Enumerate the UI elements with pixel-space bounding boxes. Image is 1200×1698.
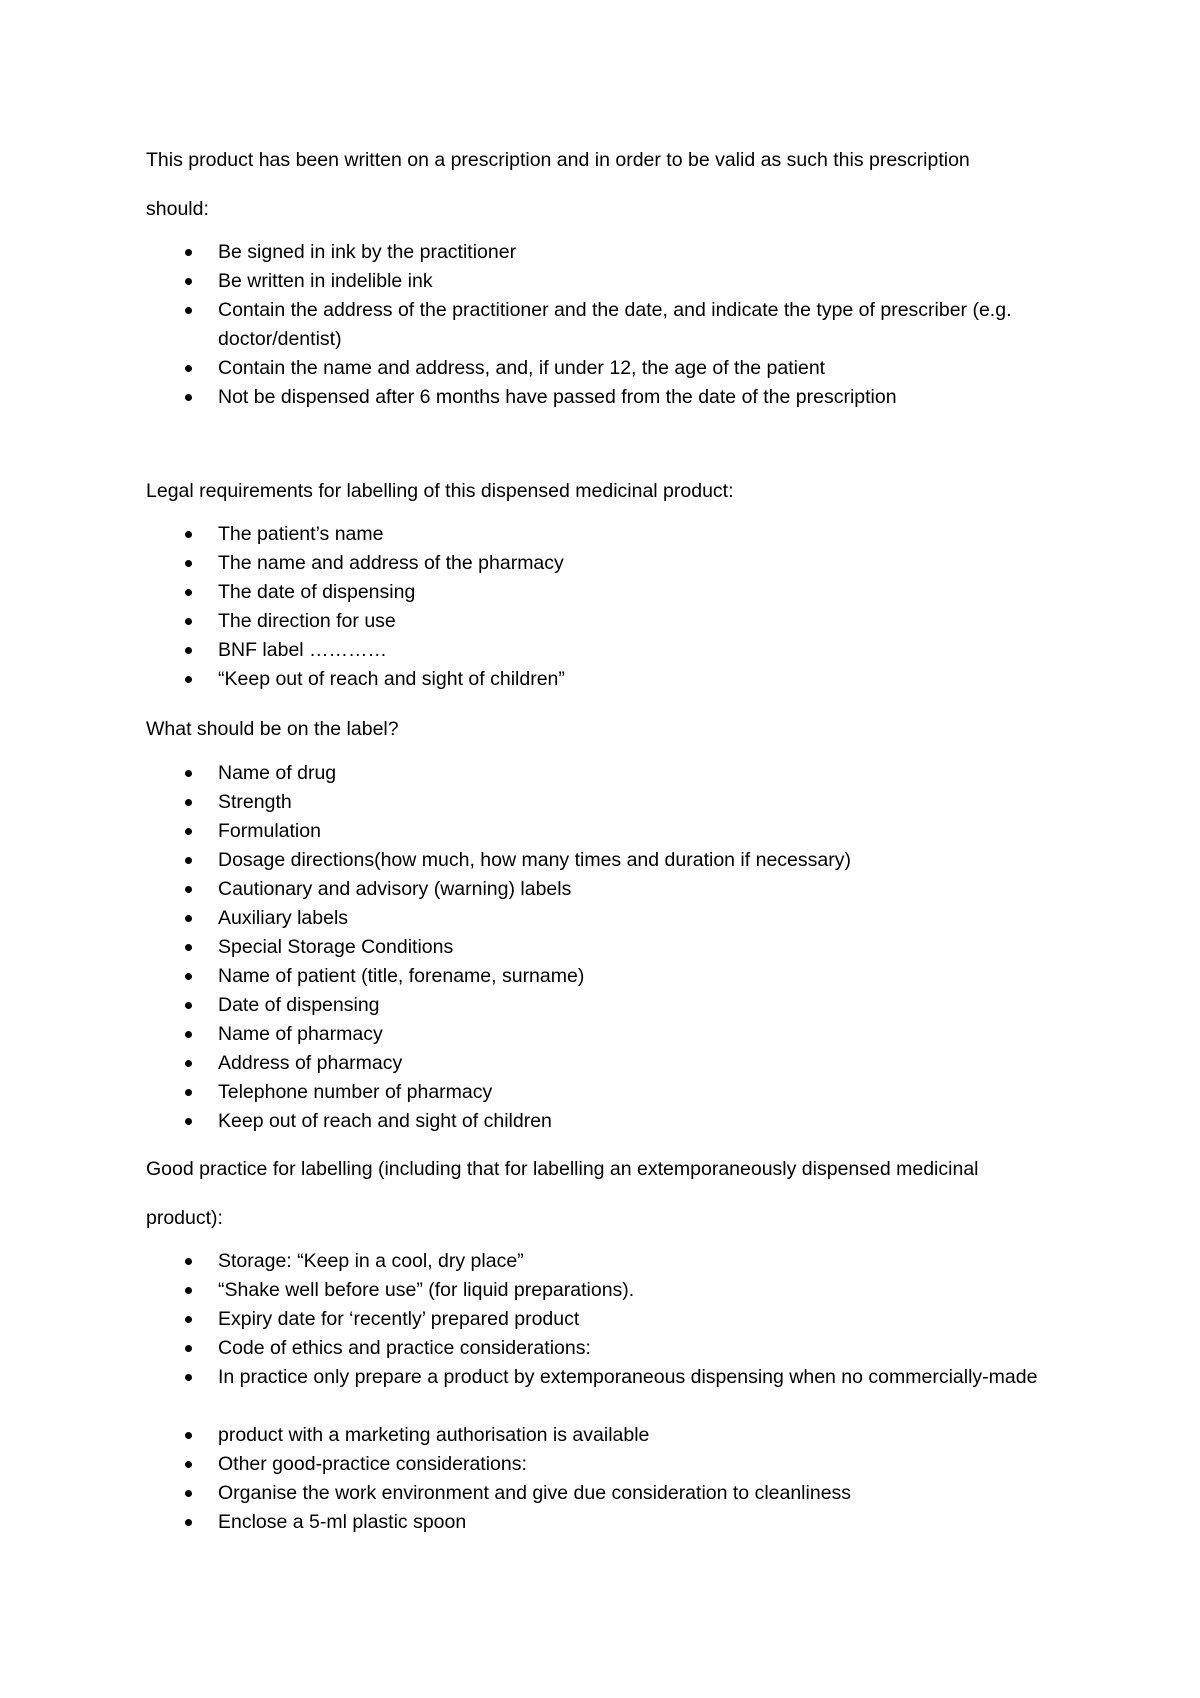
list-item: Contain the name and address, and, if under 12, the age of the patient — [146, 354, 1066, 383]
bullet-icon — [185, 307, 192, 314]
list-item: Expiry date for ‘recently’ prepared product — [146, 1305, 1066, 1334]
list-item: Special Storage Conditions — [146, 933, 1066, 962]
legal-heading: Legal requirements for labelling of this dispensed medicinal product: — [146, 480, 734, 502]
bullet-icon — [185, 1432, 192, 1439]
bullet-icon — [185, 365, 192, 372]
list-item: Date of dispensing — [146, 991, 1066, 1020]
list-item: product with a marketing authorisation is available — [146, 1421, 1066, 1450]
bullet-icon — [185, 1490, 192, 1497]
bullet-icon — [185, 278, 192, 285]
list-item: Contain the address of the practitioner and the date, and indicate the type of prescriber (e.g. doctor/dentist) — [146, 296, 1118, 354]
bullet-icon — [185, 1519, 192, 1526]
good-practice-list — [146, 1247, 1066, 1537]
bullet-icon — [185, 799, 192, 806]
bullet-icon — [185, 770, 192, 777]
list-item: Auxiliary labels — [146, 904, 1066, 933]
bullet-icon — [185, 531, 192, 538]
bullet-icon — [185, 1461, 192, 1468]
list-item: The direction for use — [146, 607, 1066, 636]
list-item: BNF label ………… — [146, 636, 1066, 665]
good-practice-line-1: Good practice for labelling (including that for labelling an extemporaneously dispensed medicinal — [146, 1158, 979, 1180]
intro-line-1: This product has been written on a prescription and in order to be valid as such this prescription — [146, 149, 970, 171]
list-item: Strength — [146, 788, 1066, 817]
list-item: Formulation — [146, 817, 1066, 846]
list-item: Be written in indelible ink — [146, 267, 1066, 296]
bullet-icon — [185, 1089, 192, 1096]
bullet-icon — [185, 944, 192, 951]
list-item: Be signed in ink by the practitioner — [146, 238, 1066, 267]
bullet-icon — [185, 1316, 192, 1323]
label-heading: What should be on the label? — [146, 718, 399, 740]
list-item: Other good-practice considerations: — [146, 1450, 1066, 1479]
bullet-icon — [185, 886, 192, 893]
list-item: Name of patient (title, forename, surname) — [146, 962, 1066, 991]
bullet-icon — [185, 1345, 192, 1352]
list-item: Keep out of reach and sight of children — [146, 1107, 1066, 1136]
legal-requirements-list — [146, 520, 1066, 694]
bullet-icon — [185, 828, 192, 835]
bullet-icon — [185, 1002, 192, 1009]
list-item: Enclose a 5-ml plastic spoon — [146, 1508, 1066, 1537]
bullet-icon — [185, 1031, 192, 1038]
bullet-icon — [185, 618, 192, 625]
list-item: Organise the work environment and give due consideration to cleanliness — [146, 1479, 1066, 1508]
bullet-icon — [185, 1287, 192, 1294]
list-item: Telephone number of pharmacy — [146, 1078, 1066, 1107]
bullet-icon — [185, 857, 192, 864]
bullet-icon — [185, 1258, 192, 1265]
list-item: Dosage directions(how much, how many times and duration if necessary) — [146, 846, 1066, 875]
bullet-icon — [185, 394, 192, 401]
list-item: Storage: “Keep in a cool, dry place” — [146, 1247, 1066, 1276]
bullet-icon — [185, 1060, 192, 1067]
bullet-icon — [185, 589, 192, 596]
good-practice-line-2: product): — [146, 1207, 223, 1229]
prescription-requirements-list — [146, 238, 1066, 412]
list-item: “Keep out of reach and sight of children” — [146, 665, 1066, 694]
bullet-icon — [185, 973, 192, 980]
bullet-icon — [185, 1118, 192, 1125]
intro-line-2: should: — [146, 198, 209, 220]
list-item: “Shake well before use” (for liquid preparations). — [146, 1276, 1066, 1305]
bullet-icon — [185, 249, 192, 256]
list-item: Code of ethics and practice considerations: — [146, 1334, 1066, 1363]
bullet-icon — [185, 676, 192, 683]
list-item: In practice only prepare a product by extemporaneous dispensing when no commercially-made — [146, 1363, 1098, 1421]
list-item: The patient’s name — [146, 520, 1066, 549]
bullet-icon — [185, 915, 192, 922]
list-item: The name and address of the pharmacy — [146, 549, 1066, 578]
bullet-icon — [185, 1374, 192, 1381]
list-item: Name of drug — [146, 759, 1066, 788]
bullet-icon — [185, 560, 192, 567]
list-item: Cautionary and advisory (warning) labels — [146, 875, 1066, 904]
list-item: Name of pharmacy — [146, 1020, 1066, 1049]
list-item: The date of dispensing — [146, 578, 1066, 607]
list-item: Address of pharmacy — [146, 1049, 1066, 1078]
bullet-icon — [185, 647, 192, 654]
list-item: Not be dispensed after 6 months have passed from the date of the prescription — [146, 383, 1066, 412]
label-contents-list — [146, 759, 1066, 1136]
